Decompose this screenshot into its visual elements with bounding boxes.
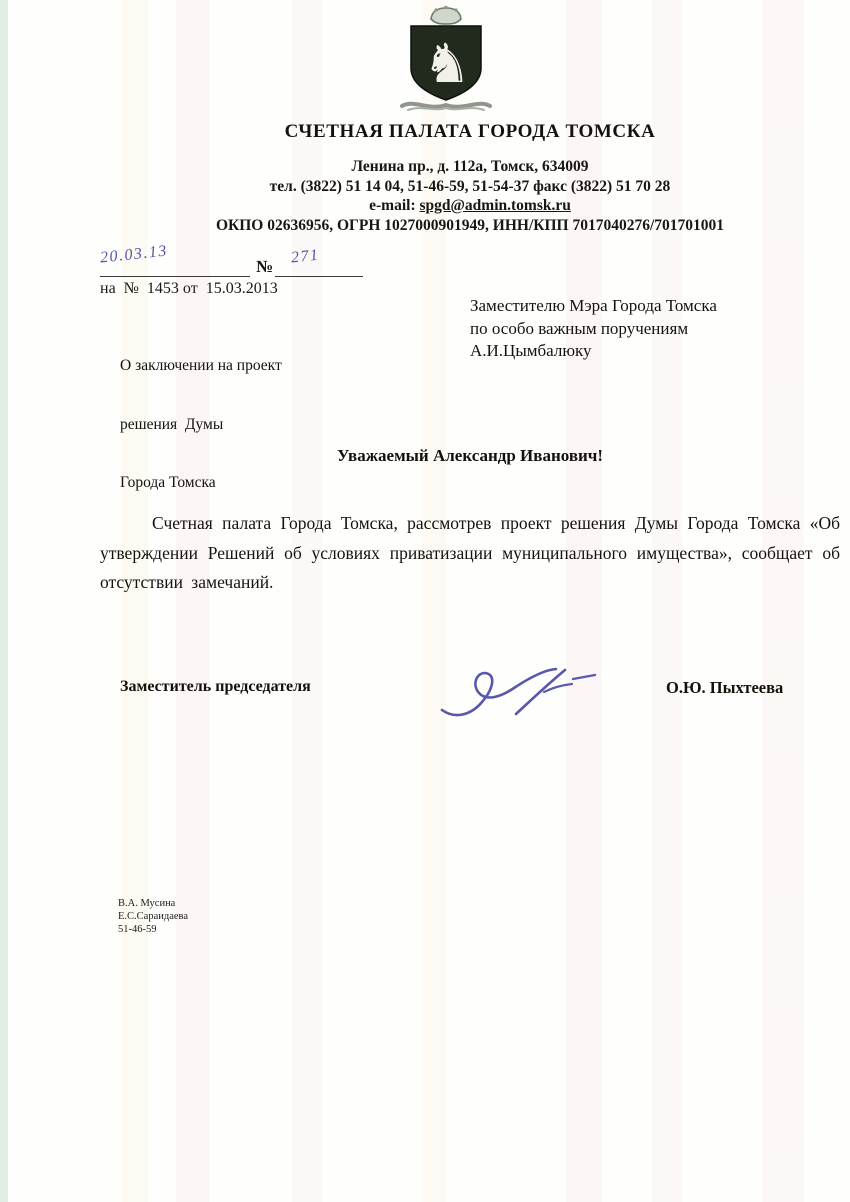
subject-line: решения Думы — [120, 415, 224, 433]
salutation: Уважаемый Александр Иванович! — [336, 446, 604, 465]
handwritten-date: 20.03.13 — [99, 242, 169, 267]
reference-block — [100, 244, 400, 298]
signer-name: О.Ю. Пыхтеева — [666, 678, 784, 697]
executors-block — [118, 897, 188, 936]
subject-block — [120, 317, 282, 532]
outgoing-number-line — [275, 244, 363, 277]
addressee-line: Заместителю Мэра Города Томска — [470, 296, 717, 315]
email-line — [90, 196, 850, 216]
postal-address: Ленина пр., д. 112а, Томск, 634009 — [351, 158, 589, 175]
shield — [411, 26, 481, 100]
organization-name: СЧЕТНАЯ ПАЛАТА ГОРОДА ТОМСКА — [284, 121, 656, 142]
tomsk-coat-of-arms — [396, 2, 496, 114]
executor-phone: 51-46-59 — [118, 924, 157, 935]
horse-icon: ♞ — [422, 34, 472, 94]
handwritten-number: 271 — [290, 246, 321, 267]
executor-name: В.А. Мусина — [118, 898, 176, 909]
crown-icon — [431, 6, 461, 24]
reply-to-reference: на № 1453 от 15.03.2013 — [100, 280, 278, 297]
executor-name: Е.С.Сараидаева — [118, 911, 189, 922]
addressee-line: по особо важным поручениям — [470, 318, 689, 338]
signer-position: Заместитель председателя — [120, 678, 311, 695]
addressee-block — [470, 295, 717, 363]
email-label: e-mail: — [369, 197, 420, 214]
registration-codes: ОКПО 02636956, ОГРН 1027000901949, ИНН/КПП 7017040276/701701001 — [215, 216, 725, 234]
ribbon-ornament — [402, 104, 490, 110]
subject-line: Города Томска — [120, 474, 216, 491]
email-address: spgd@admin.tomsk.ru — [419, 197, 571, 214]
phone-fax-line: тел. (3822) 51 14 04, 51-46-59, 51-54-37 факс (3822) 51 70 28 — [269, 177, 671, 195]
numero-sign: № — [256, 257, 274, 276]
letterhead-contacts — [90, 157, 850, 235]
addressee-line: А.И.Цымбалюку — [470, 341, 592, 360]
outgoing-date-line — [100, 244, 250, 277]
signature-ink — [432, 644, 612, 729]
letter-body: Счетная палата Города Томска, рассмотрев проект решения Думы Города Томска «Об утверждении Решений об условиях приватизации муниципального имущества», сообщает об отсутствии замечаний. — [100, 513, 840, 592]
subject-line: О заключении на проект — [120, 357, 282, 374]
